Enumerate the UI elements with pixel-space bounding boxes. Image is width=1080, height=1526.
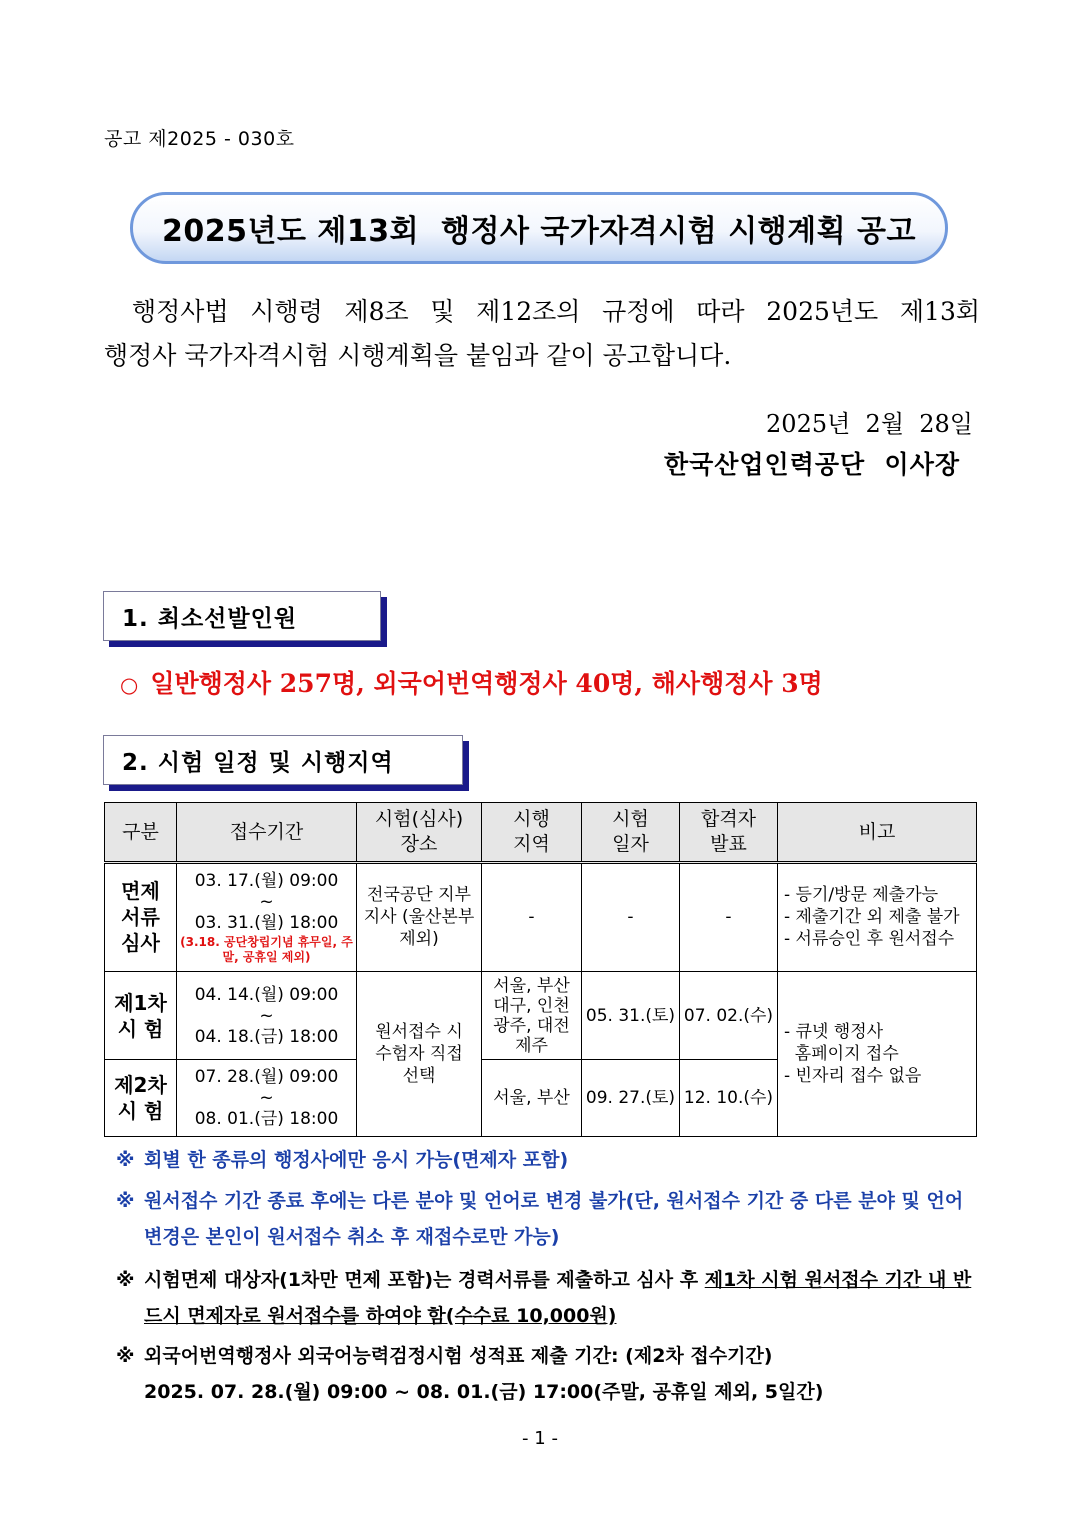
row-category: 제1차 시 험	[105, 971, 177, 1060]
note-4: ※ 외국어번역행정사 외국어능력검정시험 성적표 제출 기간: (제2차 접수기간) 2025. 07. 28.(월) 09:00 ~ 08. 01.(금) 17:00(주말, 공휴일 제외, 5일간)	[116, 1338, 980, 1410]
intro-paragraph	[104, 290, 980, 378]
minimum-selection-line	[120, 664, 823, 700]
reference-mark-icon: ※	[116, 1269, 135, 1291]
issuer-name: 한국산업인력공단 이사장	[663, 450, 960, 479]
row-period	[177, 863, 357, 972]
row-category: 면제 서류 심사	[105, 863, 177, 972]
period-note: (3.18. 공단창립기념 휴무일, 주말, 공휴일 제외)	[180, 935, 353, 965]
announcement-date: 2025년 2월 28일	[766, 410, 973, 438]
header-venue: 시험(심사) 장소	[357, 803, 482, 863]
header-remarks: 비고	[778, 803, 977, 863]
exam-schedule-table	[104, 802, 977, 1137]
row-exam-date: -	[582, 863, 680, 972]
note-2: ※ 원서접수 기간 종료 후에는 다른 분야 및 언어로 변경 불가(단, 원서접수 기간 중 다른 분야 및 언어 변경은 본인이 원서접수 취소 후 재접수로만 가능)	[116, 1183, 980, 1255]
intro-line-1: 행정사법 시행령 제8조 및 제12조의 규정에 따라 2025년도 제13회	[132, 297, 980, 326]
row-venue: 전국공단 지부지사 (울산본부 제외)	[357, 863, 482, 972]
row-period: 04. 14.(월) 09:00 ~ 04. 18.(금) 18:00	[177, 971, 357, 1060]
intro-line-2: 행정사 국가자격시험 시행계획을 붙임과 같이 공고합니다.	[104, 341, 732, 370]
note-3: ※ 시험면제 대상자(1차만 면제 포함)는 경력서류를 제출하고 심사 후 제1차 시험 원서접수 기간 내 반드시 면제자로 원서접수를 하여야 함(수수료 10,000원)	[116, 1262, 980, 1334]
section-2-heading-text: 2. 시험 일정 및 시행지역	[122, 749, 394, 776]
row-region: -	[482, 863, 582, 972]
reference-mark-icon: ※	[116, 1345, 135, 1367]
document-title: 2025년도 제13회 행정사 국가자격시험 시행계획 공고	[161, 214, 917, 249]
section-1-heading-text: 1. 최소선발인원	[122, 605, 298, 632]
row-exam-date: 05. 31.(토)	[582, 971, 680, 1060]
row-exam-date: 09. 27.(토)	[582, 1060, 680, 1137]
period-end: 03. 31.(월) 18:00	[194, 913, 339, 934]
reference-mark-icon: ※	[116, 1190, 135, 1212]
row-region: 서울, 부산 대구, 인천 광주, 대전 제주	[482, 971, 582, 1060]
row-remarks: - 등기/방문 제출가능 - 제출기간 외 제출 불가 - 서류승인 후 원서접수	[778, 863, 977, 972]
circle-bullet-icon: ○	[120, 672, 139, 697]
page-number: - 1 -	[522, 1428, 558, 1449]
header-region: 시행 지역	[482, 803, 582, 863]
row-category: 제2차 시 험	[105, 1060, 177, 1137]
row-announce: -	[680, 863, 778, 972]
title-box	[130, 192, 948, 264]
header-period: 접수기간	[177, 803, 357, 863]
section-2-heading	[103, 735, 463, 785]
row-announce: 07. 02.(수)	[680, 971, 778, 1060]
header-exam-date: 시험 일자	[582, 803, 680, 863]
notice-number: 공고 제2025 - 030호	[104, 128, 295, 150]
shared-venue: 원서접수 시 수험자 직접 선택	[357, 971, 482, 1136]
section-1-heading	[103, 591, 381, 641]
table-header-row	[105, 803, 977, 863]
period-tilde: ~	[259, 892, 274, 913]
underlined-requirement: 제1차 시험 원서접수 기간 내 반드시 면제자로 원서접수를 하여야 함(수수료 10,000원)	[144, 1269, 972, 1327]
minimum-selection-text: 일반행정사 257명, 외국어번역행정사 40명, 해사행정사 3명	[150, 669, 823, 698]
note-1: ※ 회별 한 종류의 행정사에만 응시 가능(면제자 포함)	[116, 1142, 980, 1178]
reference-mark-icon: ※	[116, 1149, 135, 1171]
header-announce: 합격자 발표	[680, 803, 778, 863]
row-region: 서울, 부산	[482, 1060, 582, 1137]
period-start: 03. 17.(월) 09:00	[194, 871, 339, 892]
header-category: 구분	[105, 803, 177, 863]
row-period: 07. 28.(월) 09:00 ~ 08. 01.(금) 18:00	[177, 1060, 357, 1137]
table-row	[105, 863, 977, 972]
table-row	[105, 971, 977, 1060]
row-announce: 12. 10.(수)	[680, 1060, 778, 1137]
shared-remarks: - 큐넷 행정사 홈페이지 접수 - 빈자리 접수 없음	[778, 971, 977, 1136]
